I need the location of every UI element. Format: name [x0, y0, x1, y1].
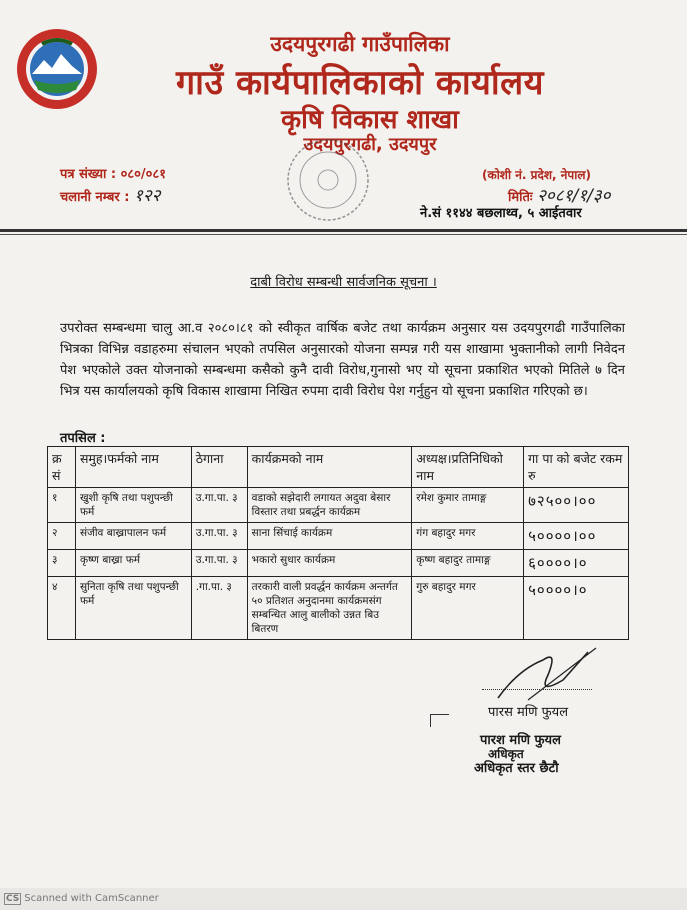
signatory-title-2: अधिकृत [488, 747, 524, 761]
patra-sankhya [60, 164, 166, 182]
signature-line [482, 689, 592, 690]
cell-chairperson: कृष्ण बहादुर तामाङ्ग [412, 550, 524, 577]
cell-chairperson: रमेश कुमार तामाङ्ग [412, 488, 524, 523]
chalani-value: १२२ [133, 186, 161, 206]
nepal-sambat: ने.सं ११४४ बछलाथ्व, ५ आईतवार [420, 206, 582, 221]
cell-firm: खुशी कृषि तथा पशुपन्छी फर्म [75, 488, 191, 523]
chalani-number [60, 183, 161, 206]
cell-firm: सुनिता कृषि तथा पशुपन्छी फर्म [75, 577, 191, 640]
signatory-name: पारस मणि फुयल [488, 705, 569, 720]
tapsil-label: तपसिल : [60, 431, 106, 446]
camscanner-badge-icon: CS [6, 894, 20, 904]
table-row [48, 488, 629, 523]
cell-budget: ५००००।०० [524, 523, 629, 550]
signatory-title-1: पारश मणि फुयल [480, 733, 561, 748]
table-header-row [48, 447, 629, 488]
cell-chairperson: गुरु बहादुर मगर [412, 577, 524, 640]
cell-budget: ६००००।० [524, 550, 629, 577]
header-office: गाउँ कार्यपालिकाको कार्यालय [176, 63, 544, 103]
cell-program: तरकारी वाली प्रवर्द्धन कार्यक्रम अन्तर्गत ५० प्रतिशत अनुदानमा कार्यक्रमसंग सम्बन्धित आलु बालीको उन्नत बिउ बितरण [247, 577, 412, 640]
cell-sn: १ [48, 488, 76, 523]
cell-program: साना सिंचाई कार्यक्रम [247, 523, 412, 550]
col-header-budget: गा पा को बजेट रकम रु [524, 447, 629, 488]
bracket-mark [430, 714, 449, 727]
col-header-address: ठेगाना [191, 447, 247, 488]
cell-firm: कृष्ण बाख्रा फर्म [75, 550, 191, 577]
cell-sn: ४ [48, 577, 76, 640]
cell-budget: ५००००।० [524, 577, 629, 640]
table-row [48, 550, 629, 577]
handwritten-signature [488, 640, 603, 710]
table-row [48, 523, 629, 550]
cell-address: उ.गा.पा. ३ [191, 488, 247, 523]
cell-program: वडाको सझेदारी लगायत अदुवा बेसार विस्तार तथा प्रबर्द्धन कार्यक्रम [247, 488, 412, 523]
header-municipality: उदयपुरगढी गाउँपालिका [270, 32, 450, 56]
province-label: (कोशी नं. प्रदेश, नेपाल) [482, 168, 591, 182]
signatory-title-3: अधिकृत स्तर छैटौ [474, 761, 559, 776]
footer-text: Scanned with CamScanner [24, 893, 159, 904]
header-divider [0, 229, 687, 232]
cell-address: उ.गा.पा. ३ [191, 550, 247, 577]
cell-address: उ.गा.पा. ३ [191, 523, 247, 550]
cell-budget: ७२५००।०० [524, 488, 629, 523]
header-section: कृषि विकास शाखा [281, 105, 459, 135]
patra-value: ०८०/०८१ [120, 167, 166, 182]
cell-sn: २ [48, 523, 76, 550]
patra-label: पत्र संख्या : [60, 167, 117, 182]
header-address: उदयपुरगढी, उदयपुर [303, 134, 437, 155]
date-label: मितिः [508, 190, 533, 205]
details-table [47, 446, 629, 640]
cell-address: .गा.पा. ३ [191, 577, 247, 640]
cell-sn: ३ [48, 550, 76, 577]
notice-body: उपरोक्त सम्बन्धमा चालु आ.व २०८०।८१ को स्वीकृत वार्षिक बजेट तथा कार्यक्रम अनुसार यस उदयपुरगढी गाउँपालिका भित्रका विभिन्न वडाहरुमा संचालन भएको तपसिल अनुसारको योजना सम्पन्न गरी यस शाखामा भुक्तानीको लागी निवेदन पेश भएकोले उक्त योजनाको सम्बन्धमा कसैको कुनै दावी विरोध,गुनासो भए यो सूचना प्रकाशित भएको मितिले ७ दिन भित्र यस कार्यालयको कृषि विकास शाखामा निखित रुपमा दावी विरोध पेश गर्नुहुन यो सूचना प्रकाशित गरिएको छ। [60, 321, 625, 399]
col-header-chairperson: अध्यक्ष।प्रतिनिधिको नाम [412, 447, 524, 488]
chalani-label: चलानी नम्बर : [60, 190, 130, 205]
col-header-sn: क्र सं [48, 447, 76, 488]
cell-program: भकारो सुधार कार्यक्रम [247, 550, 412, 577]
office-stamp [282, 134, 374, 226]
cell-chairperson: गंग बहादुर मगर [412, 523, 524, 550]
scanner-footer [4, 893, 159, 905]
date-value: २०८१/१/३० [537, 186, 611, 206]
table-row [48, 577, 629, 640]
col-header-firm: समुह।फर्मको नाम [75, 447, 191, 488]
cell-firm: संजीव बाख्रापालन फर्म [75, 523, 191, 550]
col-header-program: कार्यक्रमको नाम [247, 447, 412, 488]
notice-title-text: दाबी विरोध सम्बन्धी सार्वजनिक सूचना । [250, 275, 437, 290]
notice-title [0, 272, 687, 290]
header-divider-thin [0, 234, 687, 235]
